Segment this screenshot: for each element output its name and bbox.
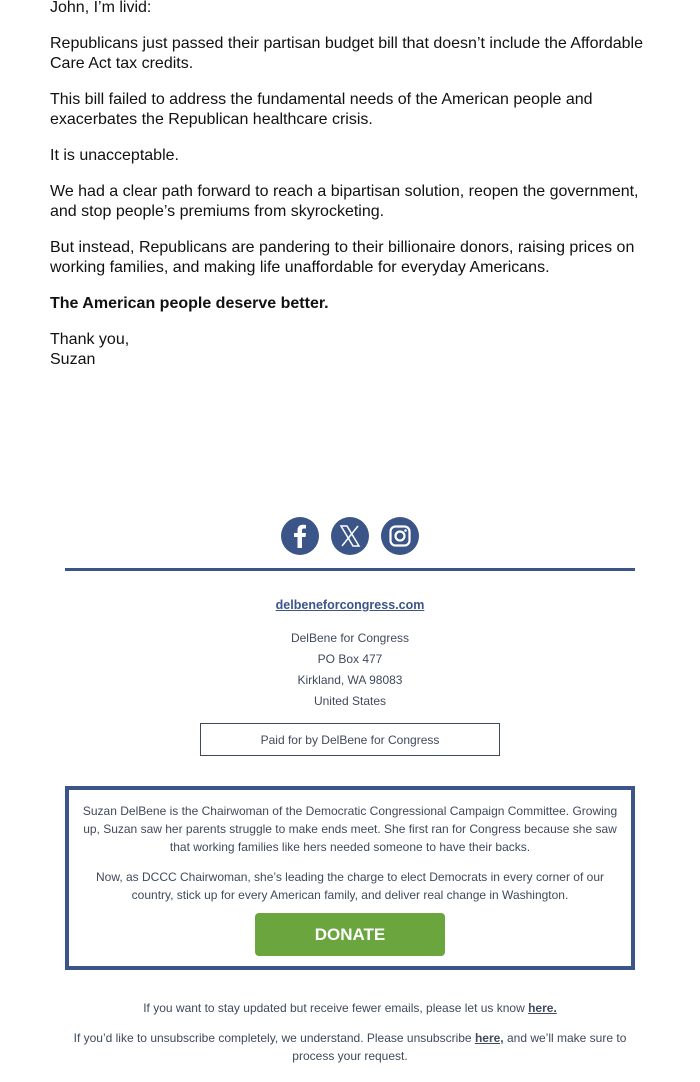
instagram-icon[interactable] [381, 517, 419, 555]
address-line: PO Box 477 [317, 652, 383, 666]
unsubscribe-label-end: and we’ll make sure to process your request. [292, 1031, 627, 1063]
bio-paragraph: Suzan DelBene is the Chairwoman of the Democratic Congressional Campaign Committee. Growing up, Suzan saw her parents struggle to make ends meet. She first ran for Congress because she saw that working families like hers needed someone to have their backs. [82, 804, 618, 854]
greeting: John, I’m livid: [50, 0, 152, 16]
unsubscribe-link[interactable]: here, [474, 1031, 504, 1045]
paragraph: We had a clear path forward to reach a bipartisan solution, reopen the government, and stop people’s premiums from skyrocketing. [50, 183, 639, 220]
bio-paragraph: Now, as DCCC Chairwoman, she’s leading the charge to elect Democrats in every corner of our country, stick up for every American family, and deliver real change in Washington. [95, 870, 604, 902]
unsubscribe-text [60, 1029, 640, 1065]
paid-for-disclaimer: Paid for by DelBene for Congress [200, 723, 500, 756]
address-line: Kirkland, WA 98083 [297, 673, 403, 687]
fewer-emails-label: If you want to stay updated but receive fewer emails, please let us know [143, 1001, 529, 1015]
x-icon[interactable] [331, 517, 369, 555]
paragraph: But instead, Republicans are pandering to their billionaire donors, raising prices on working families, and making life unaffordable for everyday Americans. [50, 239, 635, 276]
signature: Suzan [50, 351, 96, 368]
signoff-text: Thank you, [50, 331, 130, 348]
donate-button[interactable]: DONATE [255, 913, 445, 956]
address-line: DelBene for Congress [290, 631, 410, 645]
paragraph: Republicans just passed their partisan budget bill that doesn’t include the Affordable Care Act tax credits. [50, 35, 643, 72]
divider [65, 568, 635, 571]
paragraph: This bill failed to address the fundamental needs of the American people and exacerbates the Republican healthcare crisis. [50, 91, 593, 128]
bio-box [65, 786, 635, 970]
mailing-address [0, 628, 700, 712]
site-link[interactable]: delbeneforcongress.com [275, 598, 425, 612]
fewer-emails-text [60, 999, 640, 1017]
unsubscribe-label: If you’d like to unsubscribe completely, we understand. Please unsubscribe [73, 1031, 475, 1045]
address-line: United States [313, 694, 387, 708]
fewer-emails-link[interactable]: here. [528, 1001, 557, 1015]
signoff [50, 330, 650, 370]
paragraph: It is unacceptable. [50, 147, 179, 164]
letter-body [50, 0, 650, 386]
social-links [0, 517, 700, 555]
bold-line: The American people deserve better. [50, 295, 329, 312]
facebook-icon[interactable] [281, 517, 319, 555]
